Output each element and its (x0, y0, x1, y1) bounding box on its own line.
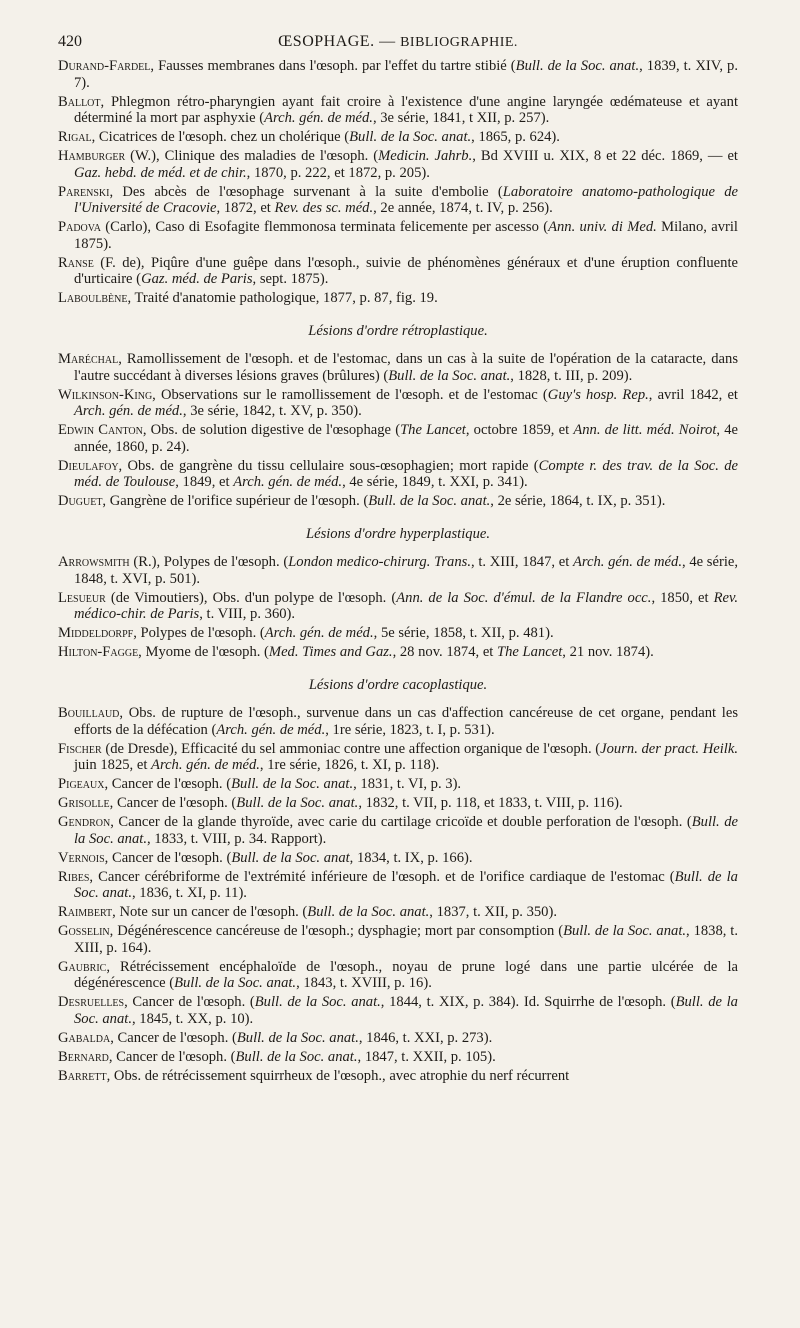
entry-text: , 3e série, 1842, t. XV, p. 350). (182, 403, 362, 419)
entry-author: Ballot, (58, 93, 105, 110)
entry-text: , 1re série, 1823, t. I, p. 531). (325, 721, 495, 738)
entry-source-title: Bull. de la Soc. anat. (74, 868, 738, 901)
entry-text: , 1831, t. VI, p. 3). (353, 776, 462, 792)
entry-text: , 1845, t. XX, p. 10). (131, 1010, 254, 1027)
entry-text: , avril 1842, et (648, 386, 738, 403)
entry-text: , 3e série, 1841, t XII, p. 257). (372, 110, 550, 126)
entry-author: Fischer (58, 740, 102, 757)
entry-author: Middeldorpf, (58, 625, 137, 641)
entry-source-title: Bull. de la Soc. anat (231, 849, 350, 866)
entry-text: Cancer de l'œsoph. ( (112, 1048, 236, 1065)
entry-text: , 1843, t. XVIII, p. 16). (296, 975, 432, 991)
entry-text: (de Vimoutiers), Obs. d'un polype de l'œsoph. ( (105, 589, 397, 606)
entry-source-title: Bull. de la Soc. anat. (388, 367, 511, 384)
bibliography-entry (58, 1030, 738, 1047)
bibliography-entry (58, 422, 738, 455)
entry-source-title: Rev. médico-chir. de Paris (74, 589, 739, 622)
bibliography-entry (58, 644, 738, 661)
entry-author: Grisolle, (58, 795, 114, 811)
bibliography-entry (58, 776, 738, 793)
entry-author: Gabalda, (58, 1029, 114, 1046)
entry-text: , t. VIII, p. 360). (199, 606, 296, 622)
entry-text: , sept. 1875). (252, 271, 329, 287)
entry-source-title: Arch. gén. de méd. (74, 403, 183, 419)
bibliography-entry (58, 1068, 738, 1085)
entry-source-title: Bull. de la Soc. anat. (254, 994, 381, 1010)
entry-source-title: Arch. gén. de méd. (151, 757, 260, 773)
bibliography-entry (58, 219, 738, 252)
entry-source-title: Bull. de la Soc. anat. (307, 904, 430, 920)
bibliography-entry (58, 184, 738, 217)
entry-source-title: Bull. de la Soc. anat. (235, 1048, 358, 1065)
entry-source-title: The Lancet (497, 644, 563, 660)
entry-source-title: Ann. univ. di Med. (548, 219, 657, 235)
bibliography-entry (58, 58, 738, 91)
entry-text: , 1850, et (651, 589, 714, 606)
entry-source-title: Bull. de la Soc. anat. (563, 923, 687, 939)
entry-text: , 1832, t. VII, p. 118, et 1833, t. VIII, p. 116). (358, 795, 623, 811)
entry-author: Bernard, (58, 1048, 113, 1065)
bibliography-entry (58, 850, 738, 867)
entry-text: , 2e série, 1864, t. IX, p. 351). (490, 493, 666, 509)
entry-text: , octobre 1859, et (465, 422, 574, 438)
entry-author: Lesueur (58, 589, 106, 606)
bibliography-entry (58, 148, 738, 181)
entry-text: (W.), Clinique des maladies de l'œsoph. ( (125, 148, 379, 164)
entry-author: Desruelles, (58, 994, 128, 1010)
running-title (58, 34, 738, 52)
entry-text: Obs. de gangrène du tissu cellulaire sous-œsophagien; mort rapide ( (122, 457, 539, 474)
entry-text: Phlegmon rétro-pharyngien ayant fait croire à l'existence d'une angine laryngée œdémateuse et ayant déterminé la mort par asphyxie ( (74, 93, 738, 126)
entry-text: , 1833, t. VIII, p. 34. Rapport). (146, 830, 327, 847)
entry-source-title: Arch. gén. de méd. (572, 554, 682, 570)
bibliography-entry (58, 705, 738, 738)
entry-text: , 1834, t. IX, p. 166). (349, 849, 473, 866)
entry-text: Traité d'anatomie pathologique, 1877, p. 87, fig. 19. (131, 290, 438, 306)
entry-author: Laboulbène, (58, 290, 132, 306)
entry-author: Durand-Fardel, (58, 58, 155, 74)
entry-text: (R.), Polypes de l'œsoph. ( (129, 554, 289, 570)
entry-text: Cicatrices de l'œsoph. chez un cholérique ( (95, 129, 350, 145)
entry-text: , 1872, et (216, 200, 275, 216)
entry-author: Duguet, (58, 493, 107, 509)
entry-text: Des abcès de l'œsophage survenant à la suite d'embolie ( (113, 183, 503, 200)
entry-source-title: Bull. de la Soc. anat. (174, 975, 297, 991)
entry-author: Vernois, (58, 849, 109, 866)
entry-text: Obs. de solution digestive de l'œsophage ( (146, 422, 401, 438)
entry-text: , 1865, p. 624). (471, 129, 560, 145)
bibliography-entry (58, 351, 738, 384)
entry-source-title: Ann. de litt. méd. Noirot (573, 422, 717, 438)
entry-author: Gendron, (58, 814, 114, 830)
entry-author: Edwin Canton, (58, 422, 147, 438)
page-number: 420 (58, 33, 82, 50)
entry-text: , 1849, et (175, 474, 234, 490)
entry-source-title: Arch. gén. de méd. (264, 625, 374, 641)
entry-text: Cancer de l'œsoph. ( (108, 776, 232, 792)
entry-source-title: Bull. de la Soc. anat. (349, 129, 472, 145)
entry-text: , 1828, t. III, p. 209). (510, 367, 633, 384)
entry-text: Ramollissement de l'œsoph. et de l'estomac, dans un cas à la suite de l'opération de la cataracte, dans l'autre succédant à diverses lésions graves (brûlures) ( (74, 351, 738, 384)
entry-text: , 1844, t. XIX, p. 384). Id. Squirrhe de l'œsoph. ( (380, 994, 676, 1010)
entry-text: , 4e année, 1860, p. 24). (74, 422, 738, 455)
entry-text: , 2e année, 1874, t. IV, p. 256). (373, 200, 553, 216)
entry-author: Ranse (58, 254, 94, 271)
bibliography-body (58, 58, 738, 1084)
entry-source-title: Journ. der pract. Heilk. (600, 740, 738, 757)
entry-text: Milano, avril 1875). (74, 219, 738, 252)
entry-text: , 1839, t. XIV, p. 7). (74, 58, 738, 91)
entry-text: Cancer de l'œsoph. ( (127, 994, 255, 1010)
entry-source-title: The Lancet (400, 422, 466, 438)
bibliography-section (58, 677, 738, 1085)
entry-source-title: Arch. gén. de méd. (233, 474, 343, 490)
entry-source-title: Bull. de la Soc. anat. (231, 776, 354, 792)
entry-text: , 28 nov. 1874, et (392, 644, 498, 660)
entry-source-title: Bull. de la Soc. anat. (368, 493, 491, 509)
entry-text: , 1836, t. XI, p. 11). (131, 885, 247, 901)
entry-text: Myome de l'œsoph. ( (141, 644, 269, 660)
entry-source-title: Bull. de la Soc. anat. (515, 58, 640, 74)
bibliography-section (58, 526, 738, 661)
running-title-separator: — (379, 33, 396, 50)
book-page (58, 30, 738, 1087)
entry-author: Hamburger (58, 148, 126, 164)
section-heading: Lésions d'ordre rétroplastique. (308, 322, 488, 339)
entry-text: (Carlo), Caso di Esofagite flemmonosa terminata felicemente per ascesso ( (100, 219, 549, 235)
entry-author: Ribes, (58, 868, 94, 885)
entry-text: , 1837, t. XII, p. 350). (429, 904, 557, 920)
entry-author: Pigeaux, (58, 776, 109, 792)
entry-text: Rétrécissement encéphaloïde de l'œsoph., noyau de prune logé dans une partie ulcérée de la dégénérescence ( (74, 958, 738, 991)
bibliography-entry (58, 869, 738, 902)
entry-text: , 1838, t. XIII, p. 164). (74, 923, 738, 956)
section-heading: Lésions d'ordre cacoplastique. (308, 676, 488, 693)
entry-source-title: Bull. de la Soc. anat. (74, 994, 738, 1027)
entry-source-title: Arch. gén. de méd. (264, 110, 373, 126)
running-title-main: ŒSOPHAGE. (278, 33, 375, 50)
entry-text: , 4e série, 1849, t. XXI, p. 341). (342, 474, 528, 490)
entry-text: , 5e série, 1858, t. XII, p. 481). (373, 625, 554, 641)
entry-author: Wilkinson-King, (58, 386, 156, 403)
bibliography-entry (58, 959, 738, 992)
entry-text: Cancer de la glande thyroïde, avec carie du cartilage cricoïde et double perforation de l'œsoph. ( (113, 814, 692, 830)
bibliography-entry (58, 1049, 738, 1066)
entry-text: Polypes de l'œsoph. ( (136, 625, 265, 641)
entry-author: Bouillaud, (58, 705, 124, 721)
bibliography-entry (58, 94, 738, 127)
entry-text: Cancer de l'œsoph. ( (108, 849, 232, 866)
entry-author: Barrett, (58, 1067, 111, 1084)
entry-source-title: Rev. des sc. méd. (274, 200, 374, 216)
entry-source-title: Medicin. Jahrb. (378, 148, 473, 164)
entry-author: Hilton-Fagge, (58, 644, 142, 660)
entry-text: Dégénérescence cancéreuse de l'œsoph.; dysphagie; mort par consomption ( (113, 923, 564, 939)
running-header (58, 30, 738, 54)
entry-source-title: Compte r. des trav. de la Soc. de méd. de Toulouse (74, 457, 738, 490)
bibliography-entry (58, 923, 738, 956)
bibliography-entry (58, 904, 738, 921)
entry-text: , t. XIII, 1847, et (470, 554, 573, 570)
entry-source-title: Bull. de la Soc. anat. (236, 1029, 359, 1046)
entry-text: (de Dresde), Efficacité du sel ammoniac contre une affection organique de l'œsoph. ( (101, 740, 601, 757)
entry-text: , 4e série, 1848, t. XVI, p. 501). (74, 554, 738, 587)
entry-source-title: Gaz. méd. de Paris (141, 271, 253, 287)
bibliography-entry (58, 554, 738, 587)
bibliography-entry (58, 625, 738, 642)
entry-source-title: Laboratoire anatomo-pathologique de l'Université de Cracovie (74, 183, 739, 216)
bibliography-entry (58, 741, 738, 774)
entry-author: Padova (58, 219, 101, 235)
bibliography-section (58, 323, 738, 510)
bibliography-section (58, 58, 738, 307)
entry-source-title: Med. Times and Gaz. (268, 644, 393, 660)
entry-text: , 1870, p. 222, et 1872, p. 205). (246, 164, 430, 181)
entry-text: (F. de), Piqûre d'une guêpe dans l'œsoph., suivie de phénomènes généraux et d'une éruption confluente d'urticaire ( (74, 254, 738, 287)
entry-text: Note sur un cancer de l'œsoph. ( (115, 904, 308, 920)
entry-text: Obs. de rupture de l'œsoph., survenue dans un cas d'affection cancéreuse de cet organe, pendant les efforts de la défécation ( (74, 705, 738, 738)
entry-text: juin 1825, et (74, 757, 152, 773)
entry-text: Observations sur le ramollissement de l'œsoph. et de l'estomac ( (155, 386, 548, 403)
section-heading: Lésions d'ordre hyperplastique. (305, 525, 491, 542)
entry-text: Gangrène de l'orifice supérieur de l'œsoph. ( (106, 493, 369, 509)
entry-source-title: Bull. de la Soc. anat. (236, 795, 359, 811)
bibliography-entry (58, 255, 738, 288)
entry-text: Cancer cérébriforme de l'extrémité inférieure de l'œsoph. et de l'orifice cardiaque de l'estomac ( (93, 868, 675, 885)
bibliography-entry (58, 129, 738, 146)
entry-text: Cancer de l'œsoph. ( (113, 1029, 237, 1046)
entry-source-title: Bull. de la Soc. anat. (74, 814, 738, 847)
bibliography-entry (58, 795, 738, 812)
entry-source-title: Gaz. hebd. de méd. et de chir. (74, 164, 247, 181)
entry-source-title: Arch. gén. de méd. (216, 721, 326, 738)
entry-text: , Bd XVIII u. XIX, 8 et 22 déc. 1869, — et (472, 148, 738, 164)
entry-text: , 1re série, 1826, t. XI, p. 118). (259, 757, 440, 773)
entry-author: Raimbert, (58, 904, 116, 920)
entry-text: , 1846, t. XXI, p. 273). (358, 1029, 493, 1046)
entry-author: Maréchal, (58, 351, 122, 367)
entry-author: Parenski, (58, 183, 114, 200)
entry-source-title: London medico-chirurg. Trans. (288, 554, 471, 570)
bibliography-entry (58, 994, 738, 1027)
bibliography-entry (58, 590, 738, 623)
bibliography-entry (58, 493, 738, 510)
entry-text: , 21 nov. 1874). (562, 644, 654, 660)
bibliography-entry (58, 290, 738, 307)
entry-author: Arrowsmith (58, 554, 130, 570)
bibliography-entry (58, 458, 738, 491)
bibliography-entry (58, 814, 738, 847)
entry-text: Cancer de l'œsoph. ( (113, 795, 237, 811)
entry-author: Rigal, (58, 129, 96, 145)
running-title-subtitle: BIBLIOGRAPHIE. (400, 35, 518, 50)
entry-author: Dieulafoy, (58, 457, 123, 474)
entry-text: Obs. de rétrécissement squirrheux de l'œsoph., avec atrophie du nerf récurrent (110, 1067, 570, 1084)
bibliography-entry (58, 387, 738, 420)
entry-author: Gaubric, (58, 958, 110, 975)
entry-source-title: Ann. de la Soc. d'émul. de la Flandre occ. (396, 589, 652, 606)
entry-text: Fausses membranes dans l'œsoph. par l'effet du tartre stibié ( (154, 58, 516, 74)
entry-author: Gosselin, (58, 923, 114, 939)
entry-text: , 1847, t. XXII, p. 105). (357, 1048, 496, 1065)
entry-source-title: Guy's hosp. Rep. (547, 386, 649, 403)
